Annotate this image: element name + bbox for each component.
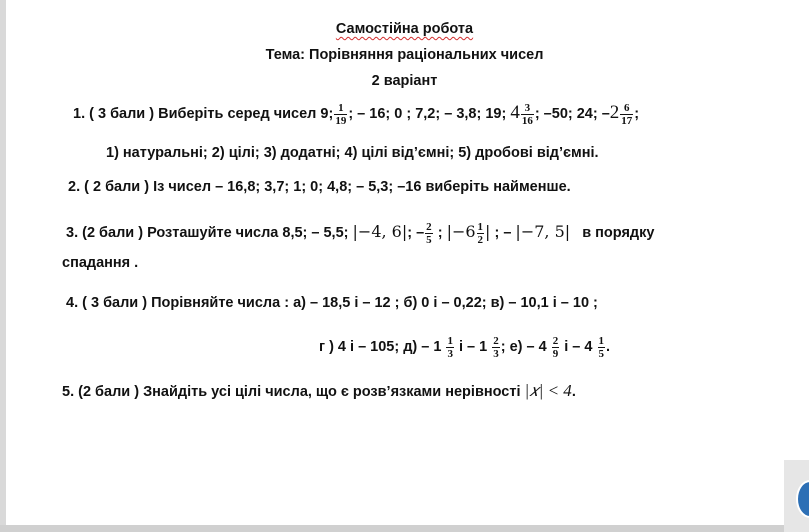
page-title: Самостійна робота [335,21,474,37]
bottom-frame [0,525,809,532]
fraction: $\frac{1}{5}$ [598,334,604,360]
fraction: $\frac{1}{3}$ [447,334,453,360]
fraction: $\frac{2}{5}$ [426,220,432,246]
fraction: $\frac{2}{3}$ [493,334,499,360]
fraction: $\frac{1}{2}$ [477,220,484,246]
task-3-line-1: 3. (2 бали ) Розташуйте числа 8,5; – 5,5; |−4, 6|; – $\frac{2}{5}$ ; |−6 $\frac{1}{2}$ | ; – |−7, 5| в порядку [66,220,655,246]
task-4-line-1: 4. ( 3 бали ) Порівняйте числа : а) – 18,5 і – 12 ; б) 0 і – 0,22; в) – 10,1 і – 10 ; [66,295,598,311]
fraction: $\frac{3}{16}$ [521,101,533,127]
fraction: $\frac{2}{9}$ [552,334,559,360]
page-variant: 2 варіант [371,73,438,89]
task-1-line-2: 1) натуральні; 2) цілі; 3) додатні; 4) цілі від’ємні; 5) дробові від’ємні. [106,145,599,161]
task-1-line-1: 1. ( 3 бали ) Виберіть серед чисел 9; $\frac{1}{19}$ ; – 16; 0 ; 7,2; – 3,8; 19; 4 $\frac{3}{16}$ ; –50; 24; –2 $\frac{6}{17}$ ; [73,101,640,127]
fraction: $\frac{1}{19}$ [335,101,347,127]
page-topic: Тема: Порівняння раціональних чисел [265,47,544,63]
task-5: 5. (2 бали ) Знайдіть усі цілі числа, що є розв’язками нерівності |𝑥| < 4. [62,381,576,400]
fraction: $\frac{6}{17}$ [621,101,633,127]
task-2: 2. ( 2 бали ) Із чисел – 16,8; 3,7; 1; 0; 4,8; – 5,3; –16 виберіть найменше. [68,179,571,195]
task-4-line-2: г ) 4 і – 105; д) – 1 $\frac{1}{3}$ і – 1 $\frac{2}{3}$ ; е) – 4 $\frac{2}{9}$ і – 4 $\frac{1}{5}$ . [319,334,611,360]
task-3-line-2: спадання . [62,255,139,271]
